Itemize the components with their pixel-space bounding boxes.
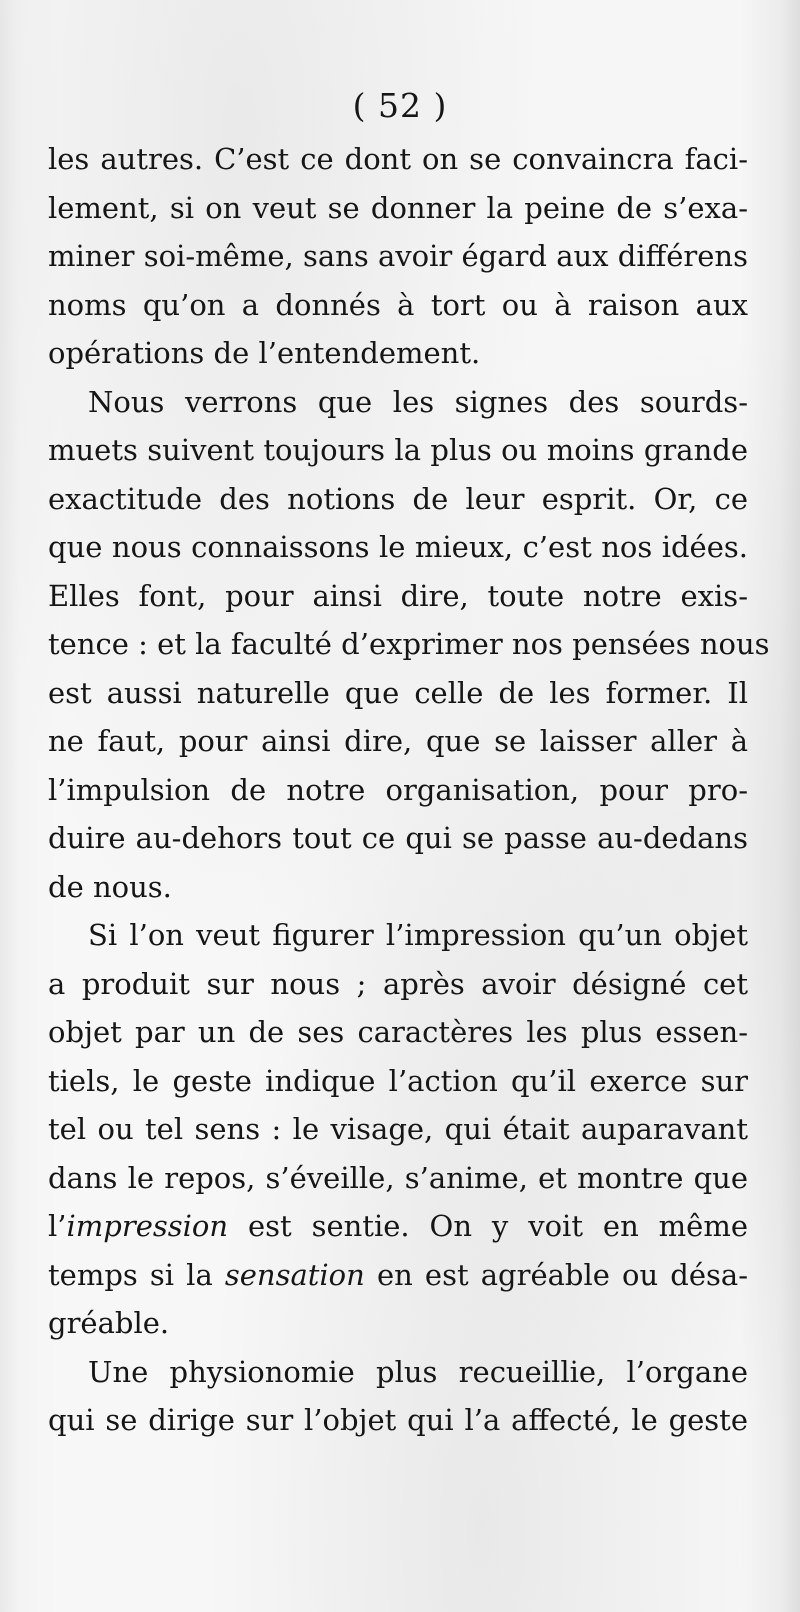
text-line-5: opérations de l’entendement. xyxy=(48,336,481,370)
text-line-4: noms qu’on a donnés à tort ou à raison aux xyxy=(48,287,748,322)
text-line-9: que nous connaissons le mieux, c’est nos idées. xyxy=(48,530,748,564)
text-line-14: l’impulsion de notre organisation, pour pro- xyxy=(48,772,748,807)
page-number: ( 52 ) xyxy=(352,86,448,125)
italic-word-sensation: sensation xyxy=(224,1257,365,1292)
text-line-17: Si l’on veut figurer l’impression qu’un objet xyxy=(88,918,748,952)
text-line-11: tence : et la faculté d’exprimer nos pensées nous xyxy=(48,627,770,661)
text-line-22: dans le repos, s’éveille, s’anime, et montre que xyxy=(48,1160,748,1195)
text-line-7: muets suivent toujours la plus ou moins grande xyxy=(48,433,748,467)
text-line-15: duire au-dehors tout ce qui se passe au-dedans xyxy=(48,821,748,855)
body-text xyxy=(48,135,770,1445)
text-line-24: temps si la sensation en est agréable ou désa- xyxy=(48,1257,748,1292)
text-line-26: Une physionomie plus recueillie, l’organe xyxy=(88,1354,748,1389)
text-line-25: gréable. xyxy=(48,1306,170,1340)
text-line-3: miner soi-même, sans avoir égard aux différens xyxy=(48,239,748,273)
text-line-1: les autres. C’est ce dont on se convaincra faci- xyxy=(48,142,748,176)
text-line-8: exactitude des notions de leur esprit. Or, ce xyxy=(48,481,748,516)
text-line-6: Nous verrons que les signes des sourds- xyxy=(88,384,748,419)
text-line-16: de nous. xyxy=(48,869,172,904)
text-line-27: qui se dirige sur l’objet qui l’a affecté, le geste xyxy=(48,1403,748,1437)
text-line-13: ne faut, pour ainsi dire, que se laisser aller à xyxy=(48,724,748,758)
text-line-18: a produit sur nous ; après avoir désigné cet xyxy=(48,966,748,1001)
text-line-21: tel ou tel sens : le visage, qui était auparavant xyxy=(48,1112,748,1146)
text-line-23: l’impression est sentie. On y voit en même xyxy=(48,1209,748,1243)
text-line-20: tiels, le geste indique l’action qu’il exerce sur xyxy=(48,1063,748,1098)
text-line-10: Elles font, pour ainsi dire, toute notre exis- xyxy=(48,578,748,613)
text-line-12: est aussi naturelle que celle de les former. Il xyxy=(48,675,748,710)
text-line-2: lement, si on veut se donner la peine de s’exa- xyxy=(48,190,748,225)
italic-word-impression: impression xyxy=(66,1209,229,1243)
text-line-19: objet par un de ses caractères les plus essen- xyxy=(48,1015,748,1049)
